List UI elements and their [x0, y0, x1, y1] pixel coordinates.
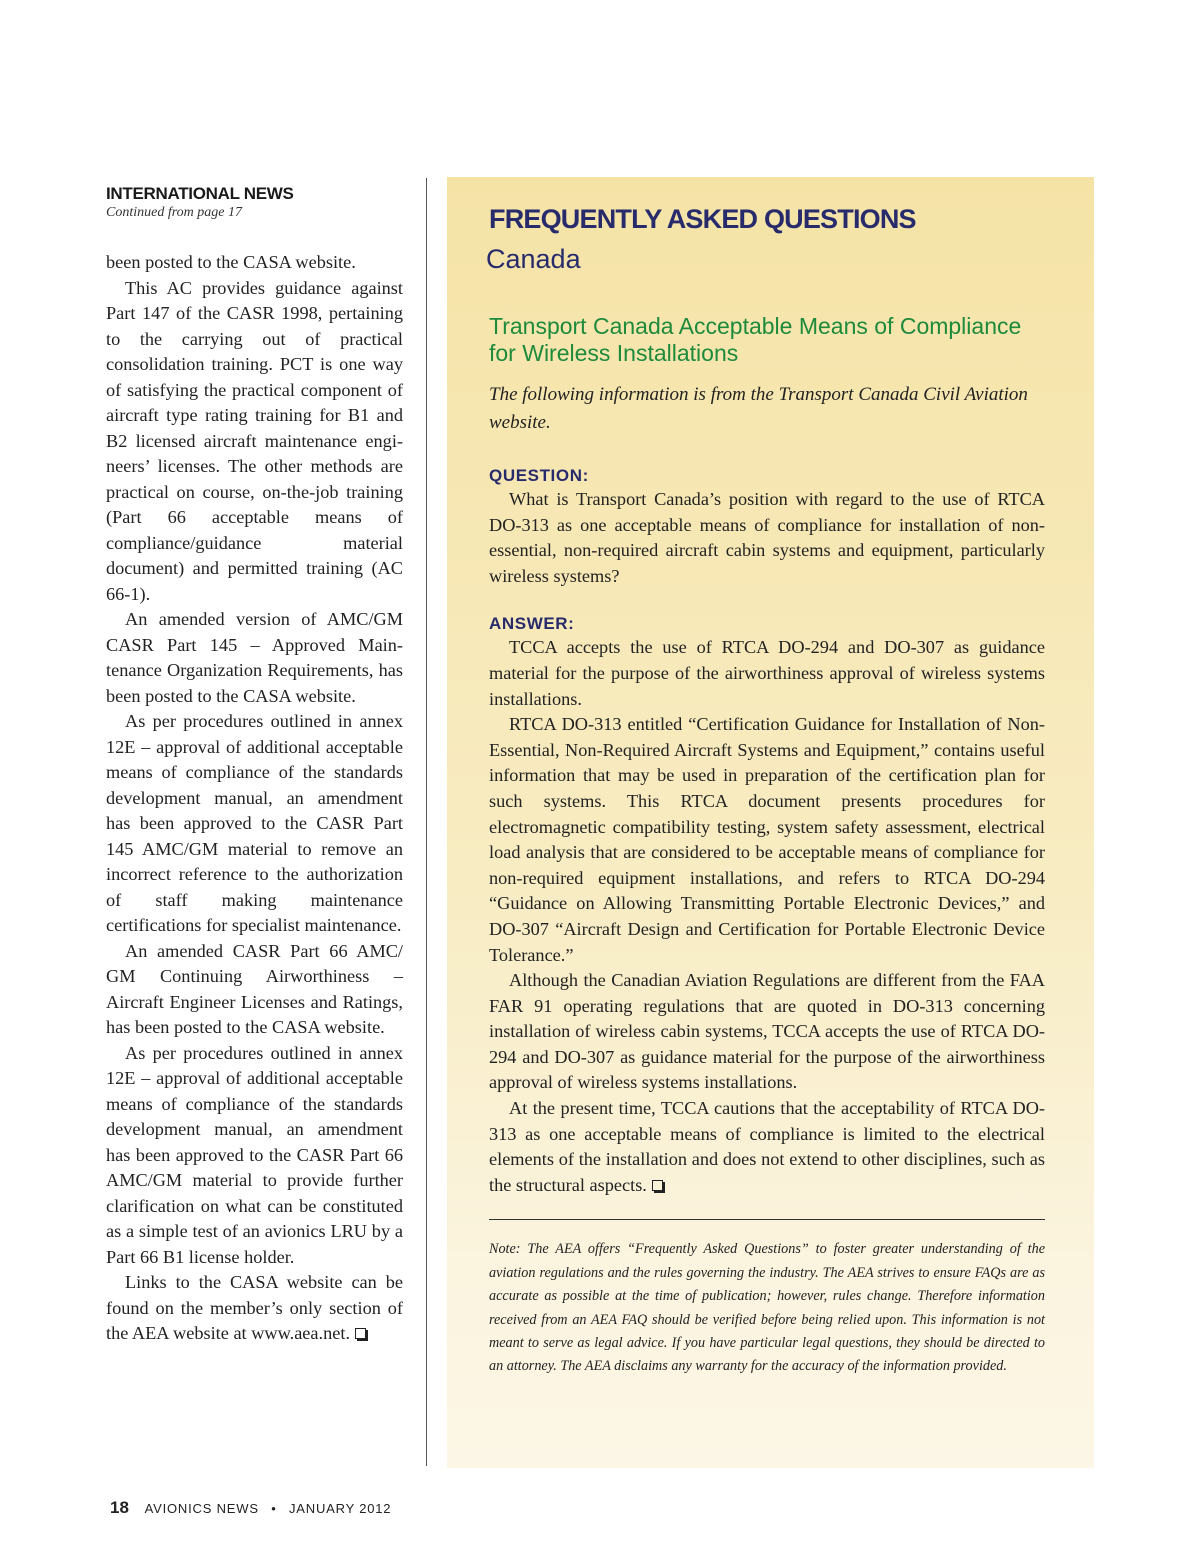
- left-paragraph: This AC provides guidance against Part 147 of the CASR 1998, pertaining to the carrying out of practical consolidation training. PCT is one way of satisfying the practical component of aircraft type rating training for B1 and B2 licensed aircraft maintenance engineers’ licenses. The other methods are practical on course, on-the-job training (Part 66 acceptable means of compliance/guidance material document) and permitted training (AC 66-1).: [106, 277, 403, 604]
- answer-paragraph-text: At the present time, TCCA cautions that the acceptability of RTCA DO-313 as one acceptable means of compliance is limited to the electrical elements of the installation and does not extend to other disciplines, such as the structural aspects.: [489, 1098, 1045, 1195]
- publication-name: AVIONICS NEWS: [144, 1501, 259, 1516]
- page-number: 18: [110, 1498, 129, 1517]
- issue-date: JANUARY 2012: [289, 1501, 392, 1516]
- article-title: Transport Canada Acceptable Means of Compliance for Wireless Installations: [489, 313, 1022, 366]
- end-mark-icon: [652, 1180, 663, 1191]
- answer-paragraph-last: [489, 1096, 1045, 1198]
- left-column: [106, 184, 403, 1347]
- left-paragraph: As per procedures outlined in annex 12E – approval of additional acceptable means of compliance of the standards development manual, an amendment has been approved to the CASR Part 145 AMC/GM material to remove an incorrect reference to the authorization of staff making maintenance certifications for specialist maintenance.: [106, 711, 403, 935]
- section-label: INTERNATIONAL NEWS: [106, 184, 294, 203]
- faq-title: FREQUENTLY ASKED QUESTIONS: [489, 204, 916, 234]
- left-paragraph: been posted to the CASA website.: [106, 252, 356, 272]
- left-paragraph: As per procedures outlined in annex 12E – approval of additional acceptable means of compliance of the standards development manual, an amendment has been approved to the CASR Part 66 AMC/GM material to provide further clarification on what can be constituted as a simple test of an avionics LRU by a Part 66 B1 license holder.: [106, 1042, 403, 1267]
- answer-paragraph: RTCA DO-313 entitled “Certification Guidance for Installation of Non-Essential, Non-Required Aircraft Systems and Equipment,” contains useful information that may be used in preparation of the certification plan for such systems. This RTCA document presents procedures for electromagnetic compatibility testing, system safety assessment, electrical load analysis that are considered to be acceptable means of compliance for non-required equipment installations, and refers to RTCA DO-294 “Guidance on Allowing Transmitting Portable Electronic Devices,” and DO-307 “Aircraft Design and Certification for Portable Electronic Device Tolerance.”: [489, 714, 1045, 965]
- footer-separator: •: [271, 1501, 277, 1516]
- faq-subtitle: Canada: [486, 244, 581, 274]
- continued-note: Continued from page 17: [106, 205, 242, 220]
- left-paragraph-text: Links to the CASA website can be found on the member’s only section of the AEA website at www.aea.net.: [106, 1272, 403, 1343]
- faq-sidebar: [447, 177, 1094, 1468]
- answer-label: ANSWER:: [489, 614, 575, 634]
- faq-content: [486, 201, 1045, 1379]
- left-paragraph: An amended CASR Part 66 AMC/ GM Continuing Airworthiness – Aircraft Engineer Licenses and Ratings, has been posted to the CASA website.: [106, 940, 403, 1037]
- question-label: QUESTION:: [489, 466, 589, 485]
- note-divider: [489, 1219, 1045, 1220]
- answer-paragraph: Although the Canadian Aviation Regulations are different from the FAA FAR 91 operating regulations that are quoted in DO-313 concerning installation of wireless cabin systems, TCCA accepts the use of RTCA DO-294 and DO-307 as guidance material for the purpose of the airworthiness approval of wireless systems installations.: [489, 970, 1045, 1093]
- left-paragraph-last: [106, 1270, 403, 1347]
- question-text: What is Transport Canada’s position with regard to the use of RTCA DO-313 as one acceptable means of compliance for installation of non-essential, non-required aircraft cabin systems and equipment, particularly wireless systems?: [489, 489, 1045, 586]
- left-paragraph: An amended version of AMC/GM CASR Part 145 – Approved Maintenance Organization Requirements, has been posted to the CASA website.: [106, 609, 403, 706]
- end-mark-icon: [355, 1328, 366, 1339]
- column-divider: [426, 178, 427, 1466]
- article-intro: The following information is from the Transport Canada Civil Aviation website.: [489, 384, 1028, 433]
- answer-paragraph: TCCA accepts the use of RTCA DO-294 and DO-307 as guidance material for the purpose of the airworthiness approval of wireless systems installations.: [489, 637, 1045, 709]
- page-footer: [110, 1498, 391, 1518]
- disclaimer-note: Note: The AEA offers “Frequently Asked Questions” to foster greater understanding of the aviation regulations and the rules governing the industry. The AEA strives to ensure FAQs are as accurate as possible at the time of publication; however, rules change. Therefore information received from an AEA FAQ should be verified before being relied upon. This information is not meant to serve as legal advice. If you have particular legal questions, they should be directed to an attorney. The AEA disclaims any warranty for the accuracy of the information provided.: [489, 1241, 1045, 1375]
